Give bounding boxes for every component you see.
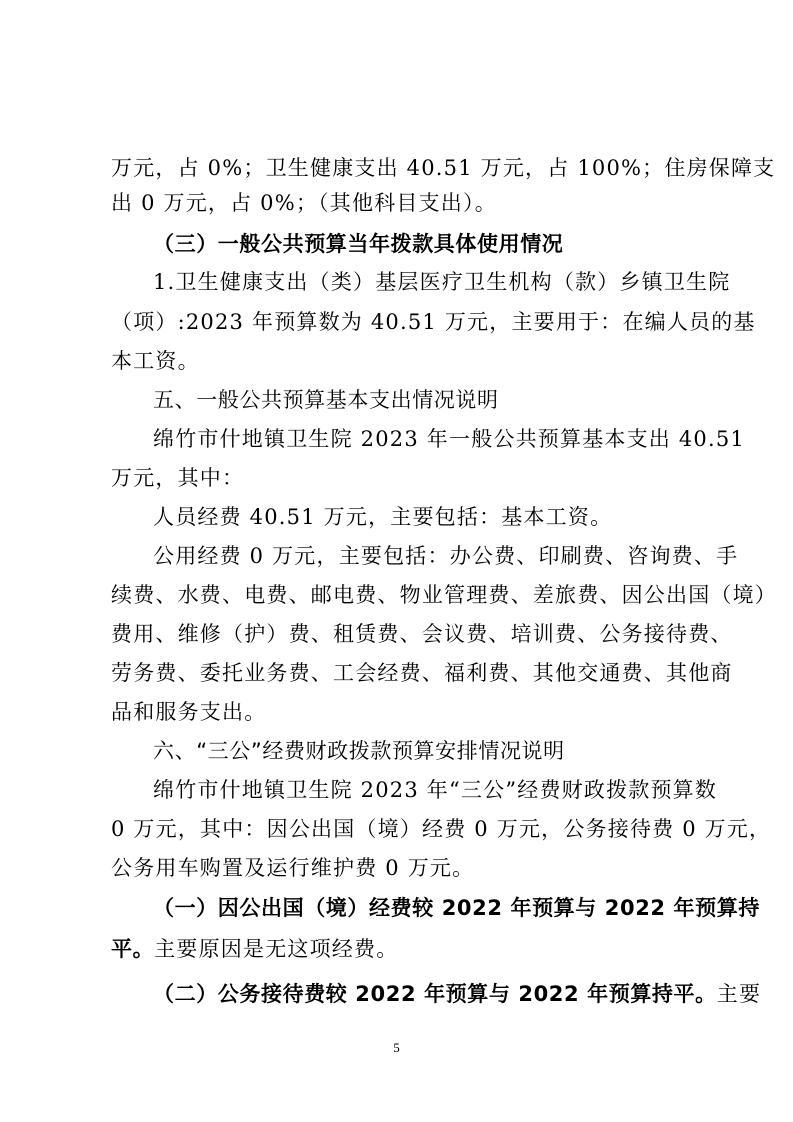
body-text-line — [153, 978, 761, 1010]
body-text-line: 公用经费 0 万元，主要包括：办公费、印刷费、咨询费、手 — [153, 544, 739, 568]
body-text-fragment: 主要原因是无这项经费。 — [154, 937, 399, 961]
body-text-line: 出 0 万元，占 0%；（其他科目支出）。 — [111, 191, 497, 215]
body-text-line: 本工资。 — [111, 349, 200, 373]
body-text-line — [111, 933, 398, 965]
body-text-line: 费用、维修（护）费、租赁费、会议费、培训费、公务接待费、 — [111, 622, 733, 646]
body-text-line: 公务用车购置及运行维护费 0 万元。 — [111, 856, 475, 880]
bold-heading-tail: 平。 — [111, 937, 155, 961]
subsection-heading: （二）公务接待费较 2022 年预算与 2022 年预算持平。 — [153, 982, 717, 1006]
body-text-line: 绵竹市什地镇卫生院 2023 年“三公”经费财政拨款预算数 — [153, 778, 718, 802]
page-number: 5 — [393, 1040, 400, 1055]
body-text-line: 人员经费 40.51 万元，主要包括：基本工资。 — [153, 505, 613, 529]
section-heading: 五、一般公共预算基本支出情况说明 — [153, 388, 499, 412]
subsection-heading: （一）因公出国（境）经费较 2022 年预算与 2022 年预算持 — [153, 896, 760, 920]
section-heading: （三）一般公共预算当年拨款具体使用情况 — [153, 232, 564, 256]
section-heading: 六、“三公”经费财政拨款预算安排情况说明 — [153, 739, 565, 763]
body-text-line: （项）:2023 年预算数为 40.51 万元，主要用于：在编人员的基 — [111, 310, 756, 334]
body-text-line: 万元，占 0%；卫生健康支出 40.51 万元，占 100%；住房保障支 — [111, 156, 776, 180]
body-text-line: 绵竹市什地镇卫生院 2023 年一般公共预算基本支出 40.51 — [153, 427, 745, 451]
body-text-line: 品和服务支出。 — [111, 700, 267, 724]
body-text-line: 1.卫生健康支出（类）基层医疗卫生机构（款）乡镇卫生院 — [153, 270, 731, 294]
body-text-line: 劳务费、委托业务费、工会经费、福利费、其他交通费、其他商 — [111, 661, 733, 685]
body-text-line: 0 万元，其中：因公出国（境）经费 0 万元，公务接待费 0 万元， — [111, 817, 772, 841]
body-text-fragment: 主要 — [716, 982, 762, 1006]
body-text-line: 万元，其中： — [111, 466, 245, 490]
body-text-line: 续费、水费、电费、邮电费、物业管理费、差旅费、因公出国（境） — [111, 583, 777, 607]
